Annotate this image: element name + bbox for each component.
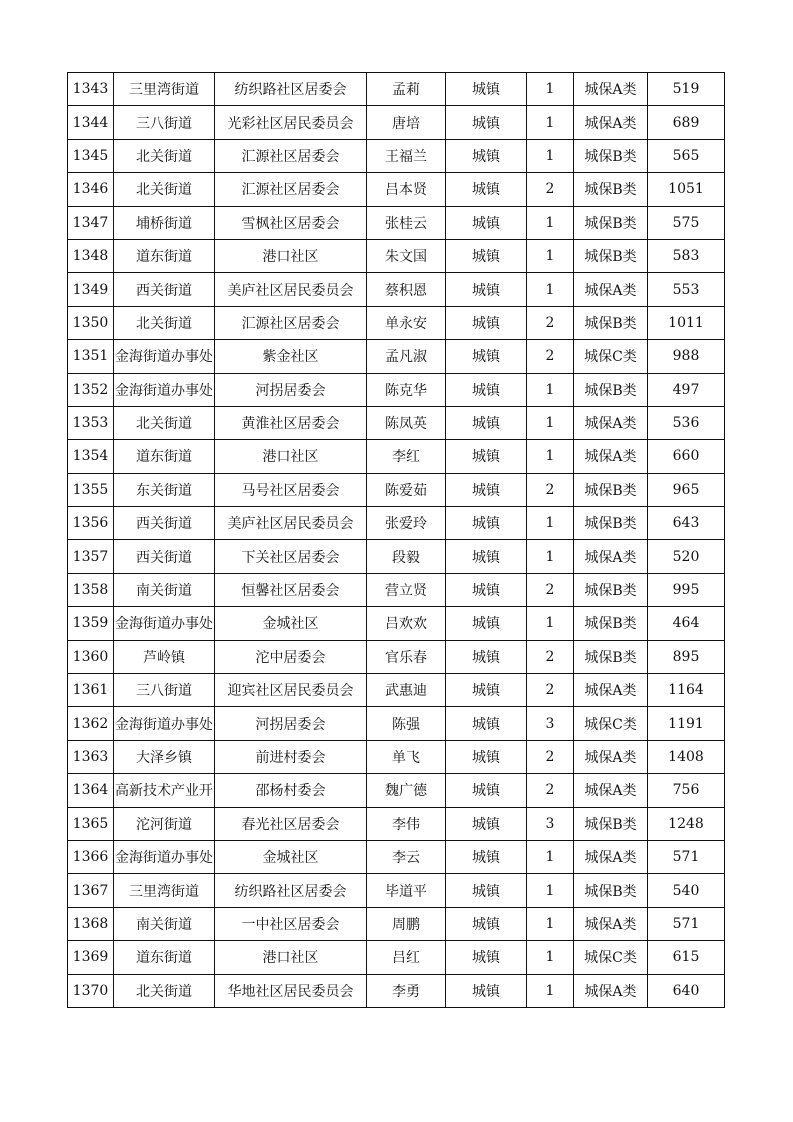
- cell-amount: 615: [648, 941, 725, 974]
- cell-community: 港口社区: [215, 941, 367, 974]
- table-row: [68, 139, 725, 172]
- cell-id: 1343: [68, 73, 114, 106]
- table-row: [68, 106, 725, 139]
- cell-name: 陈凤英: [367, 406, 446, 439]
- cell-count: 2: [527, 340, 574, 373]
- cell-category: 城保B类: [574, 507, 648, 540]
- cell-amount: 643: [648, 507, 725, 540]
- cell-community: 光彩社区居民委员会: [215, 106, 367, 139]
- cell-count: 1: [527, 540, 574, 573]
- cell-count: 1: [527, 206, 574, 239]
- cell-type: 城镇: [446, 507, 527, 540]
- cell-name: 张爱玲: [367, 507, 446, 540]
- table-row: [68, 907, 725, 940]
- cell-id: 1346: [68, 173, 114, 206]
- cell-community: 汇源社区居委会: [215, 139, 367, 172]
- table-row: [68, 674, 725, 707]
- cell-street: 道东街道: [114, 941, 215, 974]
- cell-street: 三八街道: [114, 674, 215, 707]
- cell-street: 三里湾街道: [114, 73, 215, 106]
- cell-name: 单飞: [367, 740, 446, 773]
- cell-amount: 1051: [648, 173, 725, 206]
- cell-name: 毕道平: [367, 874, 446, 907]
- cell-type: 城镇: [446, 373, 527, 406]
- cell-amount: 540: [648, 874, 725, 907]
- cell-category: 城保B类: [574, 473, 648, 506]
- table-row: [68, 173, 725, 206]
- cell-type: 城镇: [446, 306, 527, 339]
- table-row: [68, 406, 725, 439]
- table-row: [68, 540, 725, 573]
- cell-street: 埔桥街道: [114, 206, 215, 239]
- cell-id: 1367: [68, 874, 114, 907]
- cell-community: 金城社区: [215, 607, 367, 640]
- cell-community: 马号社区居委会: [215, 473, 367, 506]
- cell-name: 吕红: [367, 941, 446, 974]
- cell-id: 1350: [68, 306, 114, 339]
- cell-name: 魏广德: [367, 774, 446, 807]
- table-row: [68, 840, 725, 873]
- cell-community: 纺织路社区居委会: [215, 73, 367, 106]
- cell-id: 1369: [68, 941, 114, 974]
- cell-amount: 895: [648, 640, 725, 673]
- cell-amount: 756: [648, 774, 725, 807]
- cell-category: 城保A类: [574, 907, 648, 940]
- cell-id: 1368: [68, 907, 114, 940]
- cell-amount: 497: [648, 373, 725, 406]
- cell-street: 道东街道: [114, 440, 215, 473]
- cell-street: 北关街道: [114, 139, 215, 172]
- cell-count: 2: [527, 173, 574, 206]
- cell-type: 城镇: [446, 674, 527, 707]
- cell-name: 陈克华: [367, 373, 446, 406]
- cell-type: 城镇: [446, 774, 527, 807]
- cell-id: 1348: [68, 239, 114, 272]
- cell-amount: 995: [648, 573, 725, 606]
- cell-type: 城镇: [446, 173, 527, 206]
- cell-type: 城镇: [446, 473, 527, 506]
- cell-category: 城保A类: [574, 273, 648, 306]
- cell-category: 城保C类: [574, 707, 648, 740]
- table-row: [68, 373, 725, 406]
- table-row: [68, 206, 725, 239]
- cell-name: 唐培: [367, 106, 446, 139]
- cell-id: 1363: [68, 740, 114, 773]
- cell-street: 西关街道: [114, 273, 215, 306]
- cell-id: 1353: [68, 406, 114, 439]
- cell-category: 城保C类: [574, 340, 648, 373]
- cell-id: 1361: [68, 674, 114, 707]
- cell-count: 1: [527, 840, 574, 873]
- table-row: [68, 874, 725, 907]
- cell-amount: 689: [648, 106, 725, 139]
- cell-category: 城保B类: [574, 874, 648, 907]
- cell-community: 河拐居委会: [215, 373, 367, 406]
- cell-amount: 1191: [648, 707, 725, 740]
- cell-street: 南关街道: [114, 573, 215, 606]
- cell-count: 1: [527, 106, 574, 139]
- cell-street: 金海街道办事处: [114, 373, 215, 406]
- cell-name: 吕欢欢: [367, 607, 446, 640]
- cell-type: 城镇: [446, 206, 527, 239]
- cell-type: 城镇: [446, 941, 527, 974]
- cell-community: 春光社区居委会: [215, 807, 367, 840]
- cell-community: 金城社区: [215, 840, 367, 873]
- table-row: [68, 507, 725, 540]
- cell-id: 1359: [68, 607, 114, 640]
- table-body: [68, 73, 725, 1008]
- cell-name: 朱文国: [367, 239, 446, 272]
- cell-category: 城保B类: [574, 373, 648, 406]
- cell-amount: 988: [648, 340, 725, 373]
- cell-category: 城保A类: [574, 840, 648, 873]
- cell-street: 金海街道办事处: [114, 707, 215, 740]
- cell-id: 1344: [68, 106, 114, 139]
- cell-community: 汇源社区居委会: [215, 306, 367, 339]
- cell-community: 雪枫社区居委会: [215, 206, 367, 239]
- cell-category: 城保B类: [574, 306, 648, 339]
- cell-street: 北关街道: [114, 974, 215, 1007]
- table-row: [68, 941, 725, 974]
- table-row: [68, 473, 725, 506]
- cell-street: 高新技术产业开: [114, 774, 215, 807]
- cell-amount: 520: [648, 540, 725, 573]
- table-row: [68, 607, 725, 640]
- cell-count: 3: [527, 807, 574, 840]
- cell-category: 城保C类: [574, 941, 648, 974]
- cell-type: 城镇: [446, 974, 527, 1007]
- cell-amount: 571: [648, 840, 725, 873]
- cell-type: 城镇: [446, 139, 527, 172]
- cell-community: 港口社区: [215, 239, 367, 272]
- cell-street: 三里湾街道: [114, 874, 215, 907]
- cell-category: 城保B类: [574, 206, 648, 239]
- cell-name: 武惠迪: [367, 674, 446, 707]
- cell-category: 城保A类: [574, 974, 648, 1007]
- cell-type: 城镇: [446, 907, 527, 940]
- cell-community: 沱中居委会: [215, 640, 367, 673]
- cell-community: 下关社区居委会: [215, 540, 367, 573]
- table-row: [68, 273, 725, 306]
- cell-street: 芦岭镇: [114, 640, 215, 673]
- cell-amount: 1248: [648, 807, 725, 840]
- cell-count: 2: [527, 740, 574, 773]
- cell-community: 一中社区居委会: [215, 907, 367, 940]
- cell-street: 北关街道: [114, 173, 215, 206]
- cell-community: 恒馨社区居委会: [215, 573, 367, 606]
- cell-category: 城保B类: [574, 173, 648, 206]
- cell-name: 周鹏: [367, 907, 446, 940]
- cell-type: 城镇: [446, 807, 527, 840]
- cell-street: 西关街道: [114, 540, 215, 573]
- cell-count: 2: [527, 306, 574, 339]
- cell-street: 道东街道: [114, 239, 215, 272]
- cell-category: 城保A类: [574, 774, 648, 807]
- cell-category: 城保A类: [574, 740, 648, 773]
- cell-amount: 519: [648, 73, 725, 106]
- cell-name: 营立贤: [367, 573, 446, 606]
- table-row: [68, 440, 725, 473]
- cell-community: 港口社区: [215, 440, 367, 473]
- cell-community: 紫金社区: [215, 340, 367, 373]
- cell-id: 1352: [68, 373, 114, 406]
- cell-street: 北关街道: [114, 306, 215, 339]
- cell-category: 城保A类: [574, 73, 648, 106]
- cell-name: 李伟: [367, 807, 446, 840]
- cell-category: 城保B类: [574, 139, 648, 172]
- cell-amount: 1408: [648, 740, 725, 773]
- cell-category: 城保A类: [574, 440, 648, 473]
- cell-type: 城镇: [446, 607, 527, 640]
- cell-type: 城镇: [446, 340, 527, 373]
- cell-community: 邵杨村委会: [215, 774, 367, 807]
- cell-amount: 565: [648, 139, 725, 172]
- cell-count: 3: [527, 707, 574, 740]
- cell-name: 李红: [367, 440, 446, 473]
- cell-count: 1: [527, 607, 574, 640]
- cell-type: 城镇: [446, 740, 527, 773]
- cell-type: 城镇: [446, 573, 527, 606]
- cell-street: 三八街道: [114, 106, 215, 139]
- cell-amount: 1164: [648, 674, 725, 707]
- cell-count: 1: [527, 273, 574, 306]
- cell-type: 城镇: [446, 239, 527, 272]
- cell-name: 吕本贤: [367, 173, 446, 206]
- table-row: [68, 306, 725, 339]
- cell-amount: 640: [648, 974, 725, 1007]
- table-row: [68, 707, 725, 740]
- table-row: [68, 573, 725, 606]
- cell-community: 黄淮社区居委会: [215, 406, 367, 439]
- cell-category: 城保A类: [574, 540, 648, 573]
- cell-count: 1: [527, 974, 574, 1007]
- cell-community: 迎宾社区居民委员会: [215, 674, 367, 707]
- cell-id: 1362: [68, 707, 114, 740]
- cell-community: 华地社区居民委员会: [215, 974, 367, 1007]
- cell-id: 1364: [68, 774, 114, 807]
- cell-amount: 1011: [648, 306, 725, 339]
- table-row: [68, 640, 725, 673]
- cell-type: 城镇: [446, 707, 527, 740]
- cell-name: 王福兰: [367, 139, 446, 172]
- table-row: [68, 740, 725, 773]
- cell-type: 城镇: [446, 406, 527, 439]
- cell-count: 2: [527, 774, 574, 807]
- table-row: [68, 239, 725, 272]
- cell-count: 1: [527, 941, 574, 974]
- cell-street: 金海街道办事处: [114, 840, 215, 873]
- cell-name: 张桂云: [367, 206, 446, 239]
- cell-amount: 660: [648, 440, 725, 473]
- cell-type: 城镇: [446, 273, 527, 306]
- cell-type: 城镇: [446, 840, 527, 873]
- cell-count: 2: [527, 640, 574, 673]
- cell-amount: 536: [648, 406, 725, 439]
- table-row: [68, 974, 725, 1007]
- cell-community: 美庐社区居民委员会: [215, 507, 367, 540]
- cell-type: 城镇: [446, 73, 527, 106]
- cell-name: 蔡积恩: [367, 273, 446, 306]
- cell-id: 1355: [68, 473, 114, 506]
- cell-amount: 575: [648, 206, 725, 239]
- cell-street: 金海街道办事处: [114, 607, 215, 640]
- cell-count: 1: [527, 139, 574, 172]
- cell-category: 城保B类: [574, 607, 648, 640]
- cell-community: 河拐居委会: [215, 707, 367, 740]
- cell-id: 1351: [68, 340, 114, 373]
- cell-name: 孟莉: [367, 73, 446, 106]
- cell-name: 陈爱茹: [367, 473, 446, 506]
- cell-name: 单永安: [367, 306, 446, 339]
- data-table: [67, 72, 725, 1008]
- cell-count: 1: [527, 373, 574, 406]
- cell-id: 1358: [68, 573, 114, 606]
- cell-id: 1349: [68, 273, 114, 306]
- cell-id: 1345: [68, 139, 114, 172]
- cell-category: 城保A类: [574, 106, 648, 139]
- cell-name: 孟凡淑: [367, 340, 446, 373]
- cell-category: 城保B类: [574, 640, 648, 673]
- cell-community: 美庐社区居民委员会: [215, 273, 367, 306]
- cell-name: 李云: [367, 840, 446, 873]
- cell-id: 1366: [68, 840, 114, 873]
- cell-id: 1356: [68, 507, 114, 540]
- cell-community: 前进村委会: [215, 740, 367, 773]
- cell-count: 2: [527, 573, 574, 606]
- cell-count: 2: [527, 674, 574, 707]
- cell-street: 大泽乡镇: [114, 740, 215, 773]
- cell-count: 1: [527, 73, 574, 106]
- cell-id: 1357: [68, 540, 114, 573]
- cell-amount: 571: [648, 907, 725, 940]
- cell-street: 东关街道: [114, 473, 215, 506]
- cell-count: 2: [527, 473, 574, 506]
- cell-count: 1: [527, 239, 574, 272]
- table-row: [68, 340, 725, 373]
- cell-community: 汇源社区居委会: [215, 173, 367, 206]
- cell-amount: 583: [648, 239, 725, 272]
- table-row: [68, 73, 725, 106]
- cell-id: 1370: [68, 974, 114, 1007]
- cell-id: 1347: [68, 206, 114, 239]
- cell-category: 城保A类: [574, 674, 648, 707]
- cell-name: 李勇: [367, 974, 446, 1007]
- cell-type: 城镇: [446, 640, 527, 673]
- cell-name: 陈强: [367, 707, 446, 740]
- cell-amount: 965: [648, 473, 725, 506]
- cell-type: 城镇: [446, 874, 527, 907]
- table-row: [68, 807, 725, 840]
- cell-category: 城保B类: [574, 239, 648, 272]
- cell-street: 金海街道办事处: [114, 340, 215, 373]
- cell-amount: 553: [648, 273, 725, 306]
- cell-name: 官乐春: [367, 640, 446, 673]
- cell-name: 段毅: [367, 540, 446, 573]
- cell-count: 1: [527, 440, 574, 473]
- cell-count: 1: [527, 907, 574, 940]
- cell-street: 北关街道: [114, 406, 215, 439]
- cell-count: 1: [527, 874, 574, 907]
- cell-id: 1354: [68, 440, 114, 473]
- cell-type: 城镇: [446, 440, 527, 473]
- cell-street: 南关街道: [114, 907, 215, 940]
- cell-street: 沱河街道: [114, 807, 215, 840]
- cell-count: 1: [527, 406, 574, 439]
- table-row: [68, 774, 725, 807]
- cell-id: 1360: [68, 640, 114, 673]
- cell-category: 城保B类: [574, 807, 648, 840]
- cell-community: 纺织路社区居委会: [215, 874, 367, 907]
- cell-type: 城镇: [446, 106, 527, 139]
- cell-id: 1365: [68, 807, 114, 840]
- cell-street: 西关街道: [114, 507, 215, 540]
- cell-count: 1: [527, 507, 574, 540]
- cell-amount: 464: [648, 607, 725, 640]
- cell-category: 城保B类: [574, 573, 648, 606]
- cell-type: 城镇: [446, 540, 527, 573]
- cell-category: 城保A类: [574, 406, 648, 439]
